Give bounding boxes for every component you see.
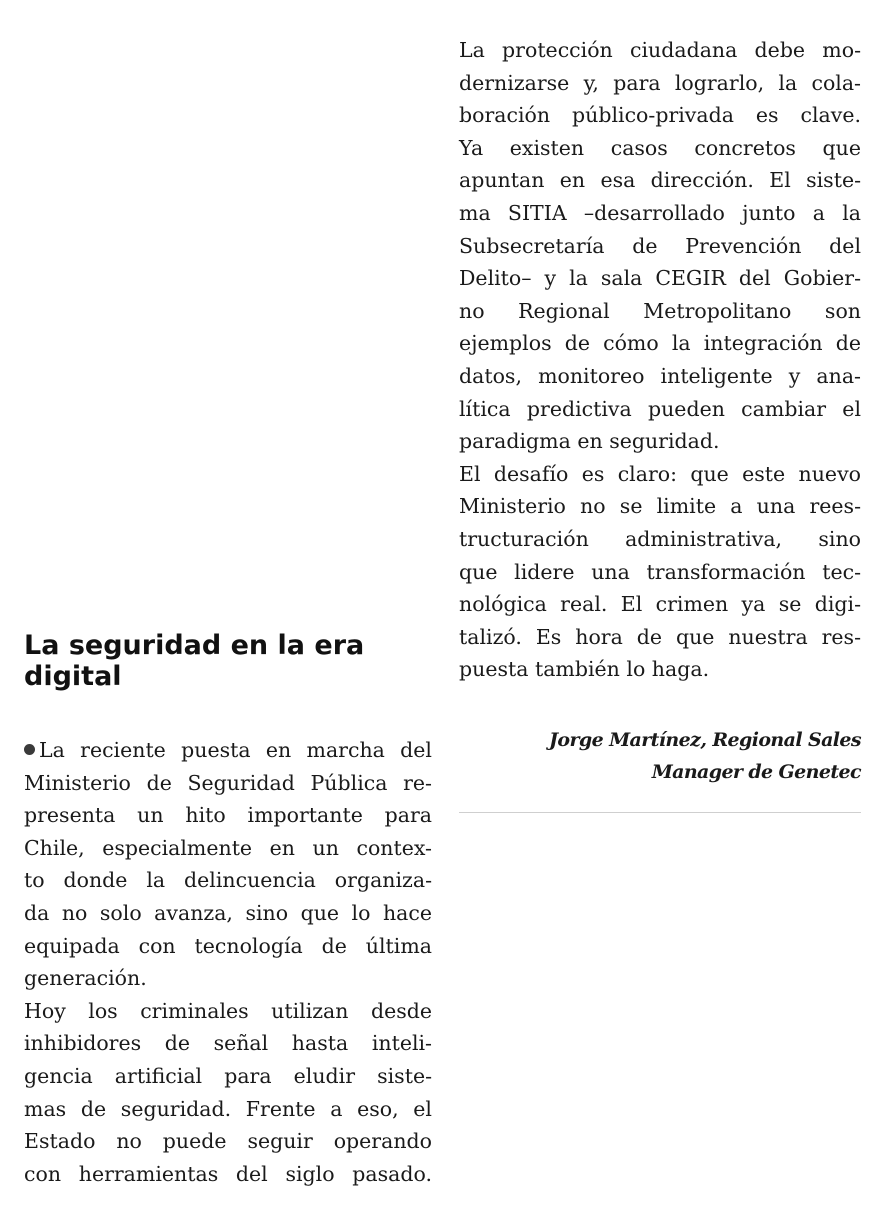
- divider: [459, 812, 861, 813]
- text-line: Delito– y la sala CEGIR del Gobier-: [459, 266, 861, 291]
- article-body: [24, 734, 432, 1190]
- text-line: que lidere una transformación tec-: [459, 559, 861, 584]
- text-line: mas de seguridad. Frente a eso, el: [24, 1096, 432, 1121]
- author-byline: [459, 724, 861, 788]
- text-line: datos, monitoreo inteligente y ana-: [459, 363, 861, 388]
- text-line: gencia artificial para eludir siste-: [24, 1063, 432, 1088]
- right-column: [459, 34, 861, 813]
- text-line: La protección ciudadana debe mo-: [459, 38, 861, 62]
- text-line: equipada con tecnología de última: [24, 933, 432, 958]
- text-line: presenta un hito importante para: [24, 803, 432, 828]
- left-column: [24, 630, 432, 1190]
- text-line: boración público-privada es clave.: [459, 103, 861, 128]
- text-line: Subsecretaría de Prevención del: [459, 233, 861, 258]
- text-line: to donde la delincuencia organiza-: [24, 868, 432, 893]
- text-line: apuntan en esa dirección. El siste-: [459, 168, 861, 193]
- text-line: Chile, especialmente en un contex-: [24, 835, 432, 860]
- text-line: paradigma en seguridad.: [459, 429, 720, 454]
- byline-line: Jorge Martínez, Regional Sales: [549, 728, 861, 751]
- text-line: lítica predictiva pueden cambiar el: [459, 396, 861, 421]
- text-line: Ministerio de Seguridad Pública re-: [24, 770, 432, 795]
- text-line: nológica real. El crimen ya se digi-: [459, 592, 861, 617]
- headline-line: digital: [24, 661, 122, 692]
- text-line-first: [24, 734, 432, 767]
- text-line: con herramientas del siglo pasado.: [24, 1161, 432, 1186]
- text-line: Hoy los criminales utilizan desde: [24, 998, 432, 1023]
- text-line: talizó. Es hora de que nuestra res-: [459, 624, 861, 649]
- text-line: El desafío es claro: que este nuevo: [459, 461, 861, 486]
- text-line: generación.: [24, 966, 147, 991]
- text-line: no Regional Metropolitano son: [459, 298, 861, 323]
- byline-line: Manager de Genetec: [651, 760, 861, 783]
- text-line: Estado no puede seguir operando: [24, 1129, 432, 1154]
- text-line: inhibidores de señal hasta inteli-: [24, 1031, 432, 1056]
- text-line-content: La reciente puesta en marcha del: [39, 738, 432, 762]
- text-line: da no solo avanza, sino que lo hace: [24, 900, 432, 925]
- text-line: dernizarse y, para lograrlo, la cola-: [459, 70, 861, 95]
- article-headline: [24, 630, 432, 692]
- text-line: Ya existen casos concretos que: [459, 135, 861, 160]
- text-line: tructuración administrativa, sino: [459, 526, 861, 551]
- text-line: Ministerio no se limite a una rees-: [459, 494, 861, 519]
- headline-line: La seguridad en la era: [24, 630, 365, 661]
- article-body-continued: [459, 34, 861, 686]
- text-line: ejemplos de cómo la integración de: [459, 331, 861, 356]
- bullet-icon: [24, 744, 35, 755]
- text-line: ma SITIA –desarrollado junto a la: [459, 200, 861, 225]
- text-line: puesta también lo haga.: [459, 657, 710, 682]
